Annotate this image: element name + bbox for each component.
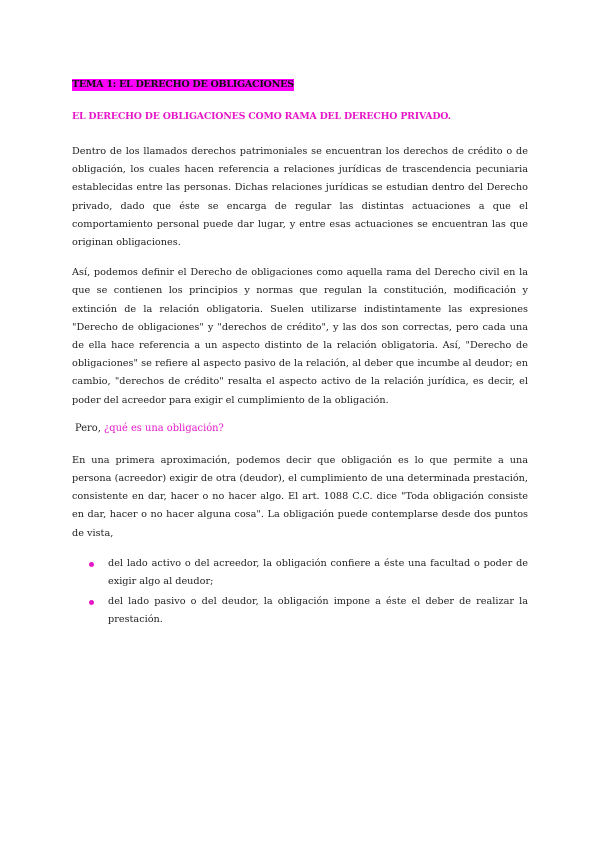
question-prefix: Pero, <box>75 422 104 434</box>
question-link[interactable]: ¿qué es una obligación? <box>104 422 224 434</box>
section-title: EL DERECHO DE OBLIGACIONES COMO RAMA DEL DERECHO PRIVADO. <box>72 111 451 122</box>
list-item <box>108 593 528 629</box>
paragraph-definition-derecho: Así, podemos definir el Derecho de obligaciones como aquella rama del Derecho civil en la que se contienen los principios y normas que regulan la constitución, modificación y extinción de la relación obligatoria. Suelen utilizarse indistintamente las expresiones "Derecho de obligaciones" y "derechos de crédito", y las dos son correctas, pero cada una de ella hace referencia a un aspecto distinto de la relación obligatoria. Así, "Derecho de obligaciones" se refiere al aspecto pasivo de la relación, al deber que incumbe al deudor; en cambio, "derechos de crédito" resalta el aspecto activo de la relación jurídica, es decir, el poder del acreedor para exigir el cumplimiento de la obligación. <box>72 267 528 406</box>
bullet-dot-icon <box>89 562 94 567</box>
paragraph-intro: Dentro de los llamados derechos patrimoniales se encuentran los derechos de crédito o de obligación, los cuales hacen referencia a relaciones jurídicas de trascendencia pecuniaria establecidas entre las personas. Dichas relaciones jurídicas se estudian dentro del Derecho privado, dado que éste se encarga de regular las distintas actuaciones a que el comportamiento personal puede dar lugar, y entre esas actuaciones se encuentran las que originan obligaciones. <box>72 146 528 249</box>
bullet-list <box>72 555 528 630</box>
list-item <box>108 555 528 591</box>
question-line <box>75 422 528 436</box>
paragraph-obligation-definition: En una primera aproximación, podemos decir que obligación es lo que permite a una persona (acreedor) exigir de otra (deudor), el cumplimiento de una determinada prestación, consistente en dar, hacer o no hacer algo. El art. 1088 C.C. dice "Toda obligación consiste en dar, hacer o no hacer alguna cosa". La obligación puede contemplarse desde dos puntos de vista, <box>72 454 528 539</box>
bullet-text: del lado pasivo o del deudor, la obligación impone a éste el deber de realizar la prestación. <box>108 596 528 626</box>
tema-title: TEMA 1: EL DERECHO DE OBLIGACIONES <box>72 79 294 90</box>
bullet-text: del lado activo o del acreedor, la obligación confiere a éste una facultad o poder de exigir algo al deudor; <box>108 557 528 588</box>
bullet-dot-icon <box>89 600 94 605</box>
